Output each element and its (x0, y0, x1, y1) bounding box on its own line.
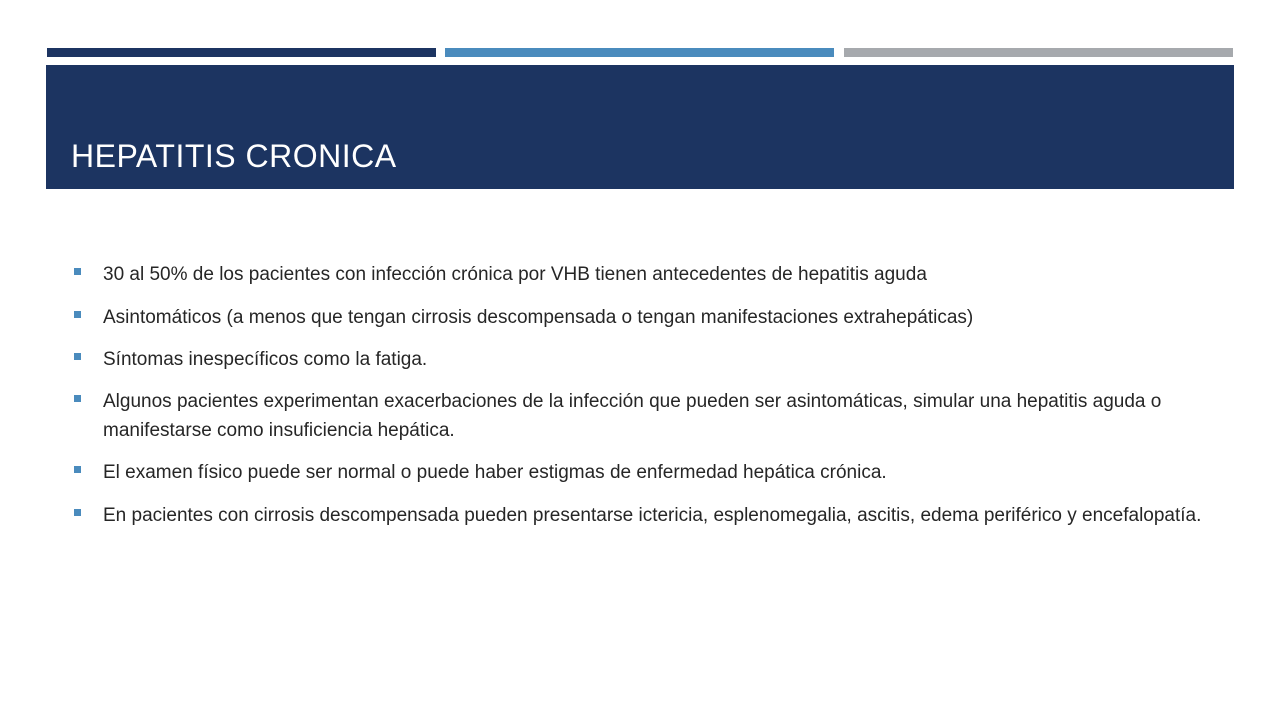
bullet-text: Algunos pacientes experimentan exacerbaciones de la infección que pueden ser asintomáticas, simular una hepatitis aguda o manifestarse como insuficiencia hepática. (103, 391, 1162, 441)
bullet-text: El examen físico puede ser normal o puede haber estigmas de enfermedad hepática crónica. (103, 462, 887, 483)
bullet-text: Asintomáticos (a menos que tengan cirrosis descompensada o tengan manifestaciones extrahepáticas) (103, 307, 974, 328)
bullet-item (74, 387, 1214, 445)
bullet-item (74, 501, 1214, 530)
bullet-text: 30 al 50% de los pacientes con infección crónica por VHB tienen antecedentes de hepatitis aguda (103, 264, 927, 285)
square-bullet-icon (74, 509, 81, 516)
bullet-text: Síntomas inespecíficos como la fatiga. (103, 349, 428, 370)
square-bullet-icon (74, 395, 81, 402)
slide-title: HEPATITIS CRONICA (71, 138, 397, 174)
square-bullet-icon (74, 466, 81, 473)
square-bullet-icon (74, 268, 81, 275)
bullet-item (74, 458, 1214, 487)
bullet-item (74, 303, 1214, 332)
bullet-item (74, 260, 1214, 289)
square-bullet-icon (74, 311, 81, 318)
bullet-item (74, 345, 1214, 374)
bullet-text: En pacientes con cirrosis descompensada pueden presentarse ictericia, esplenomegalia, ascitis, edema periférico y encefalopatía. (103, 505, 1202, 526)
square-bullet-icon (74, 353, 81, 360)
